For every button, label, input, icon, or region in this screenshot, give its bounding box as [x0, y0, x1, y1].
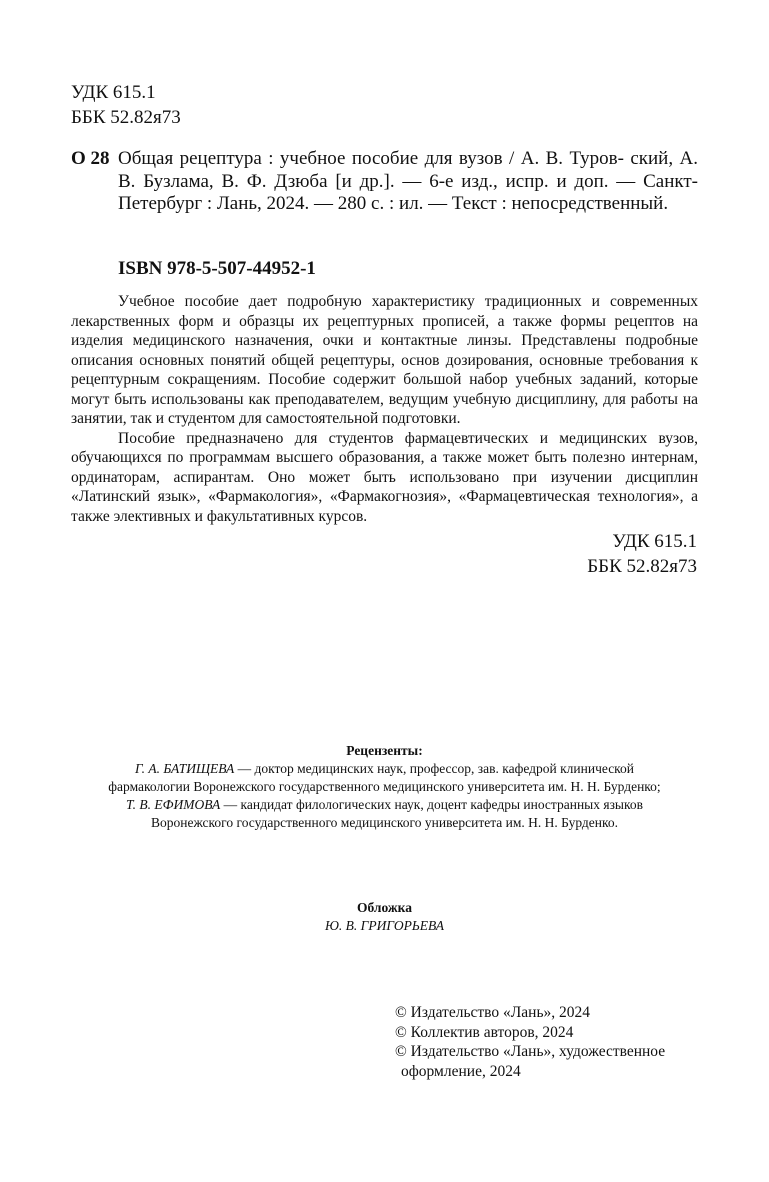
bibliographic-description	[118, 148, 698, 216]
biblio-line: ский, А. В. Бузлама, В. Ф. Дзюба [и др.]. — 6-е изд., испр.	[118, 148, 698, 192]
copyright-block	[395, 1003, 705, 1081]
annotation-paragraph: Учебное пособие дает подробную характеристику традиционных и современных лекарственных форм и образцы их рецептурных прописей, а также формы рецептов на изделия медицинского назначения, очки и контактные линзы. Представлены подробные описания основных понятий общей рецептуры, основ дозирования, основные требования к рецептурным сокращениям. Пособие содержит большой набор учебных заданий, которые могут быть использованы как преподавателем, ведущим учебную дисциплину, для работы на занятии, так и студентом для самостоятельной подготовки.	[71, 293, 698, 427]
copyright-line: © Издательство «Лань», художественное	[395, 1043, 666, 1060]
bbk-code: ББК 52.82я73	[71, 107, 181, 128]
udk-code-bottom: УДК 615.1	[612, 531, 697, 552]
udk-code: УДК 615.1	[71, 82, 156, 103]
cover-heading: Обложка	[356, 900, 412, 915]
reviewer-entry	[71, 796, 698, 814]
reviewer-details: — кандидат филологических наук, доцент кафедры иностранных языков	[220, 797, 643, 812]
cover-credit	[71, 899, 698, 935]
annotation-paragraph: Пособие предназначено для студентов фармацевтических и медицинских вузов, обучающихся по программам высшего образования, а также может быть полезно интернам, ординаторам, аспирантам. Оно может быть использовано при изучении дисциплин «Латинский язык», «Фармакология», «Фармакогнозия», «Фармацевтическая технология», а также элективных и факультативных курсов.	[71, 429, 698, 525]
reviewer-name: Г. А. БАТИЩЕВА	[134, 761, 235, 776]
reviewer-entry	[71, 760, 698, 778]
author-sign-code: О 28	[71, 148, 110, 169]
reviewer-details: — доктор медицинских наук, профессор, зав. кафедрой клинической	[234, 761, 635, 776]
biblio-line: и доп. — Санкт-Петербург : Лань, 2024. — 280 с. : ил. — Текст :	[118, 170, 698, 214]
cover-designer: Ю. В. ГРИГОРЬЕВА	[324, 918, 445, 933]
reviewers-heading: Рецензенты:	[346, 743, 423, 758]
copyright-line: оформление, 2024	[401, 1062, 521, 1080]
annotation	[71, 292, 698, 526]
isbn: ISBN 978-5-507-44952-1	[118, 258, 316, 279]
reviewer-affiliation: фармакологии Воронежского государственного медицинского университета им. Н. Н. Бурденко;	[108, 779, 661, 794]
bbk-code-bottom: ББК 52.82я73	[587, 556, 697, 577]
biblio-line: непосредственный.	[511, 193, 669, 214]
reviewer-affiliation: Воронежского государственного медицинского университета им. Н. Н. Бурденко.	[151, 815, 618, 830]
reviewers-block	[71, 742, 698, 832]
copyright-line: © Коллектив авторов, 2024	[395, 1023, 574, 1041]
biblio-line: Общая рецептура : учебное пособие для вузов / А. В. Туров-	[118, 148, 624, 169]
copyright-line: © Издательство «Лань», 2024	[395, 1004, 591, 1021]
reviewer-name: Т. В. ЕФИМОВА	[126, 797, 221, 812]
